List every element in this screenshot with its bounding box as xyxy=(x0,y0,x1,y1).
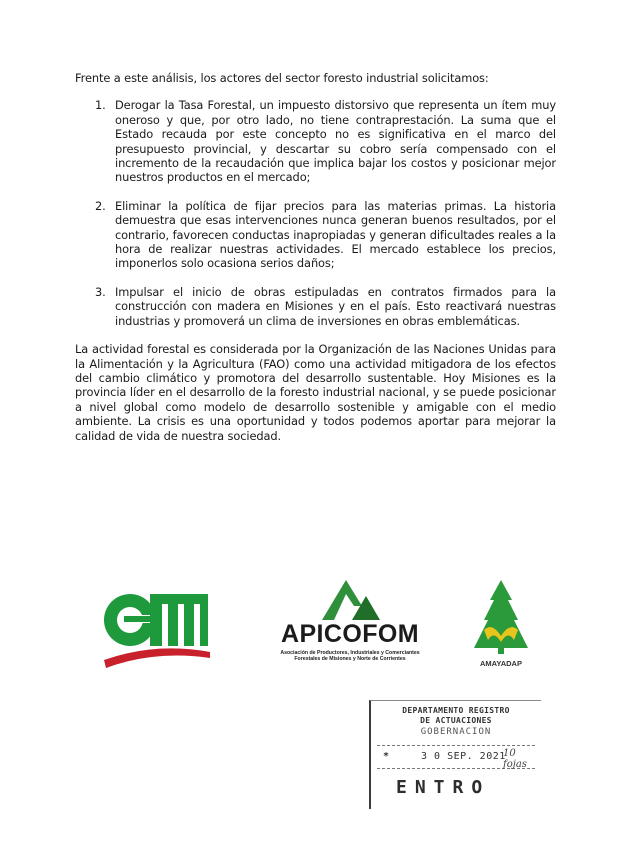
stamp-date-row xyxy=(377,745,535,769)
tree-icon xyxy=(262,570,438,620)
amayadap-logo xyxy=(470,578,532,668)
stamp-actuaciones: DE ACTUACIONES xyxy=(420,716,492,725)
apicofom-logo xyxy=(262,570,438,670)
stamp-entry: ENTRO xyxy=(396,777,491,798)
demand-number: 3. xyxy=(95,284,106,299)
registry-stamp xyxy=(369,700,541,809)
stamp-handwritten-note: 10 fojas xyxy=(503,748,527,770)
demand-number: 1. xyxy=(95,98,106,113)
star-icon: * xyxy=(383,751,390,762)
apicofom-name: APICOFOM xyxy=(281,620,419,648)
amayadap-name: AMAYADAP xyxy=(480,659,522,668)
apicofom-subtitle-line: Asociación de Productores, Industriales y Comerciantes xyxy=(280,650,420,656)
pine-tree-icon xyxy=(470,578,532,658)
apicofom-subtitle xyxy=(262,650,438,662)
letter-body xyxy=(75,71,556,443)
demand-item xyxy=(75,285,556,328)
demand-text: Eliminar la política de fijar precios para las materias primas. La historia demuestra que esas intervenciones nunca generan buenos resultados, por el contrario, favorecen conductas inapropiadas y generan dificultades reales a la hora de realizar nuestras actividades. El mercado establece los precios, imponerlos solo ocasiona serios daños; xyxy=(115,198,556,271)
demand-item xyxy=(75,199,556,271)
stamp-date: 3 0 SEP. 2021 xyxy=(421,751,506,762)
demand-text: Derogar la Tasa Forestal, un impuesto distorsivo que representa un ítem muy oneroso y que, por otro lado, no tiene contraprestación. La suma que el Estado recauda por este concepto no es significativa en el marco del presupuesto provincial, y descartar su cobro sería compensado con el incremento de la recaudación que implica bajar los costos y posicionar mejor nuestros productos en el mercado; xyxy=(115,98,556,185)
closing-paragraph: La actividad forestal es considerada por la Organización de las Naciones Unidas para la Alimentación y la Agricultura (FAO) como una actividad mitigadora de los efectos del cambio climático y promotora del desarrollo sustentable. Hoy Misiones es la provincia líder en el desarrollo de la foresto industrial nacional, y se puede posicionar a nivel global como modelo de desarrollo sostenible y amigable con el medio ambiente. La crisis es una oportunidad y todos podemos aportar para mejorar la calidad de vida de nuestra sociedad. xyxy=(75,342,556,443)
demand-text: Impulsar el inicio de obras estipuladas en contratos firmados para la construcción con madera en Misiones y en el país. Esto reactivará nuestras industrias y promoverá un clima de inversiones en obras emblemáticas. xyxy=(115,284,556,328)
stamp-department: DEPARTAMENTO REGISTRO xyxy=(402,706,510,715)
demands-list xyxy=(75,98,556,328)
stamp-gobernacion: GOBERNACION xyxy=(420,727,492,737)
cem-logo-mark xyxy=(100,580,212,668)
demand-number: 2. xyxy=(95,198,106,213)
intro-paragraph: Frente a este análisis, los actores del sector foresto industrial solicitamos: xyxy=(75,71,489,85)
apicofom-subtitle-line: Forestales de Misiones y Norte de Corrientes xyxy=(294,656,406,663)
demand-item xyxy=(75,98,556,184)
cem-logo xyxy=(100,580,212,668)
logos-row xyxy=(0,570,631,670)
